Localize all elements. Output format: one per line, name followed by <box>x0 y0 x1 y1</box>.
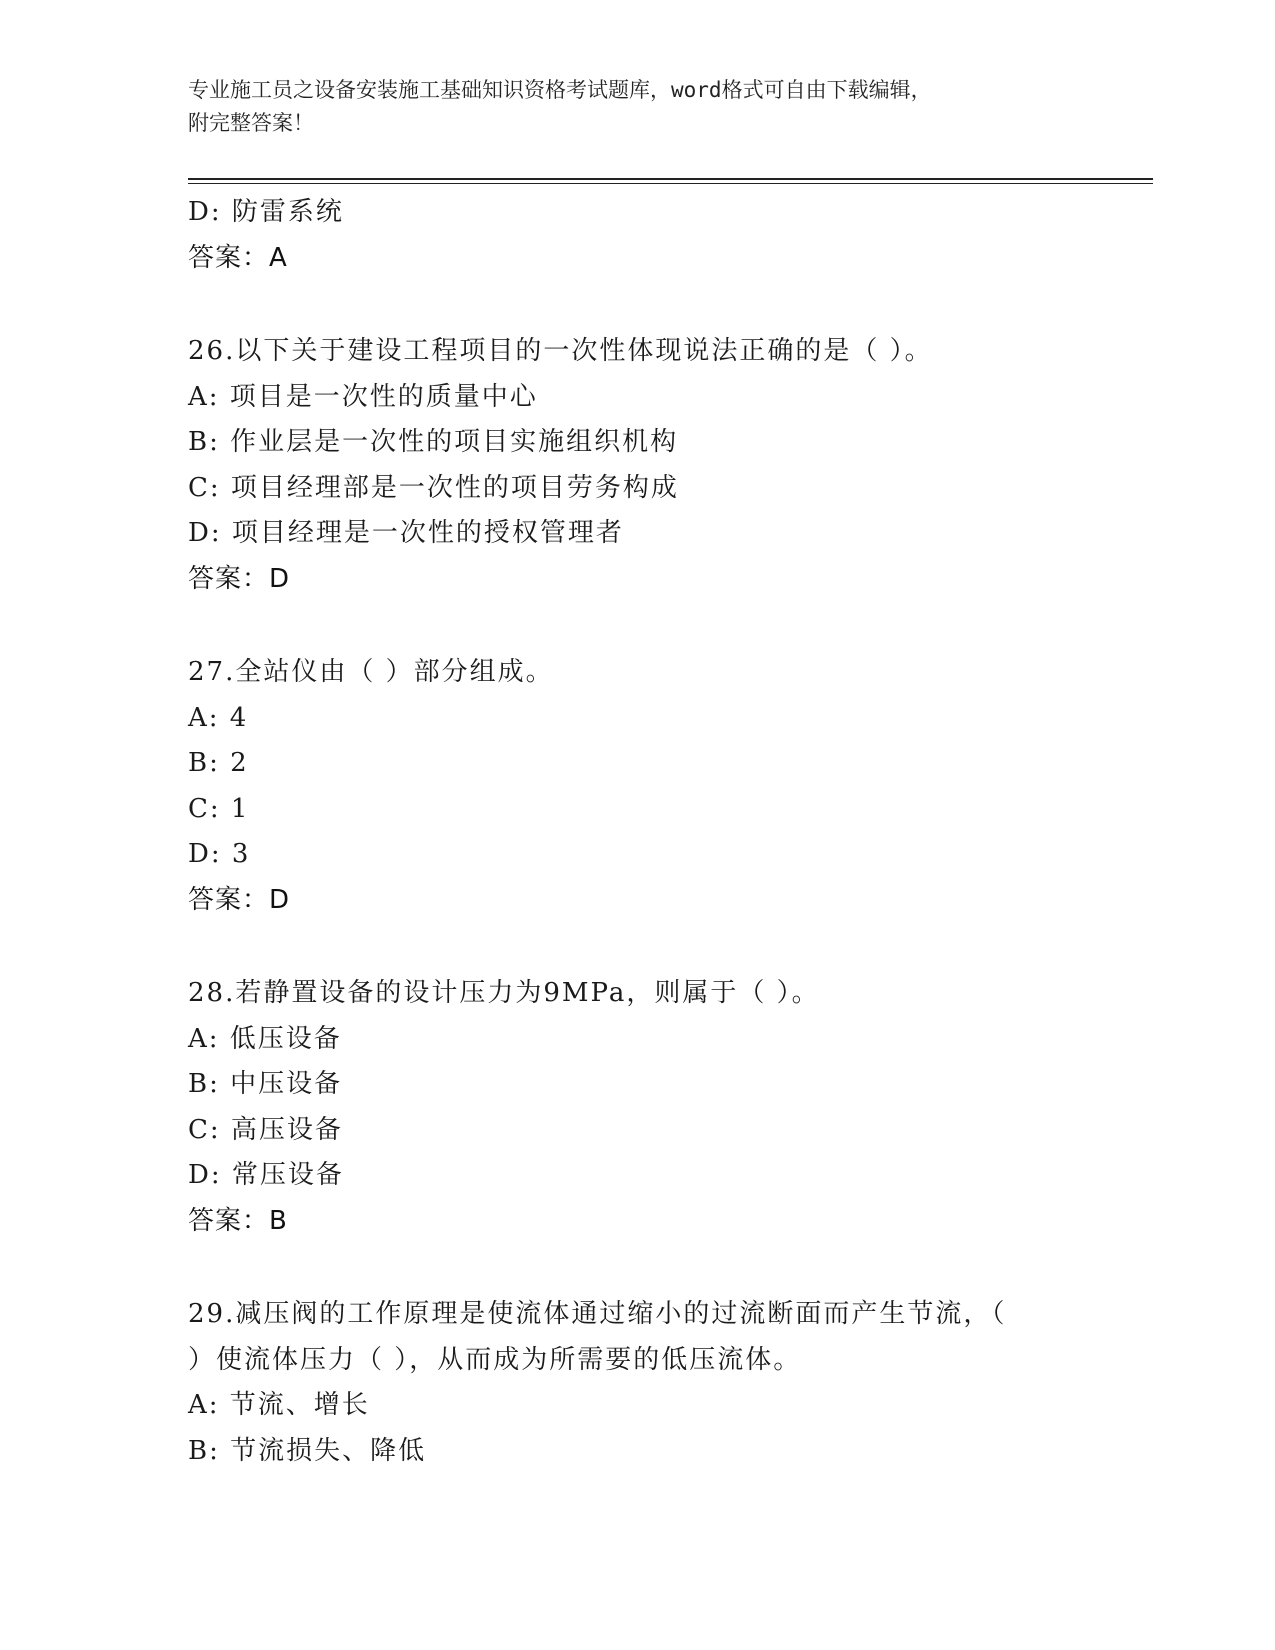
answer-line: 答案：B <box>188 1205 288 1236</box>
option-c: C: 高压设备 <box>188 1114 343 1145</box>
option-b: B: 2 <box>188 748 249 778</box>
option-a: A: 项目是一次性的质量中心 <box>188 381 538 412</box>
option-d: D: 项目经理是一次性的授权管理者 <box>188 518 624 548</box>
question-27 <box>188 650 1153 923</box>
option-d: D: 防雷系统 <box>188 197 344 227</box>
option-b: B: 作业层是一次性的项目实施组织机构 <box>188 427 679 457</box>
question-stem-line-1: 29.减压阀的工作原理是使流体通过缩小的过流断面而产生节流，（ <box>188 1299 1007 1329</box>
header-line-1: 专业施工员之设备安装施工基础知识资格考试题库，word格式可自由下载编辑， <box>188 78 932 102</box>
option-c: C: 1 <box>188 793 250 824</box>
option-c: C: 项目经理部是一次性的项目劳务构成 <box>188 472 679 503</box>
option-b: B: 中压设备 <box>188 1069 343 1099</box>
question-25-tail <box>188 190 1153 281</box>
header-divider-thin <box>188 183 1153 184</box>
question-26 <box>188 329 1153 602</box>
option-b: B: 节流损失、降低 <box>188 1435 427 1466</box>
spacer <box>188 281 1153 329</box>
document-header <box>188 74 1088 140</box>
question-29 <box>188 1292 1153 1474</box>
answer-line: 答案：D <box>188 884 291 915</box>
answer-line: 答案：D <box>188 563 291 594</box>
question-28 <box>188 971 1153 1244</box>
spacer <box>188 1244 1153 1292</box>
option-a: A: 4 <box>188 702 249 733</box>
header-line-2: 附完整答案！ <box>188 111 314 135</box>
spacer <box>188 923 1153 971</box>
question-stem: 26.以下关于建设工程项目的一次性体现说法正确的是（ ）。 <box>188 336 933 366</box>
option-d: D: 常压设备 <box>188 1160 344 1190</box>
option-a: A: 节流、增长 <box>188 1390 370 1420</box>
option-a: A: 低压设备 <box>188 1023 342 1054</box>
spacer <box>188 602 1153 650</box>
header-divider-thick <box>188 178 1153 180</box>
question-stem: 27.全站仪由（ ）部分组成。 <box>188 657 554 687</box>
option-d: D: 3 <box>188 839 251 869</box>
question-stem: 28.若静置设备的设计压力为9MPa，则属于（ ）。 <box>188 978 820 1008</box>
answer-line: 答案：A <box>188 242 288 273</box>
question-list <box>188 190 1153 1474</box>
question-stem-line-2: ）使流体压力（ ），从而成为所需要的低压流体。 <box>188 1344 802 1375</box>
